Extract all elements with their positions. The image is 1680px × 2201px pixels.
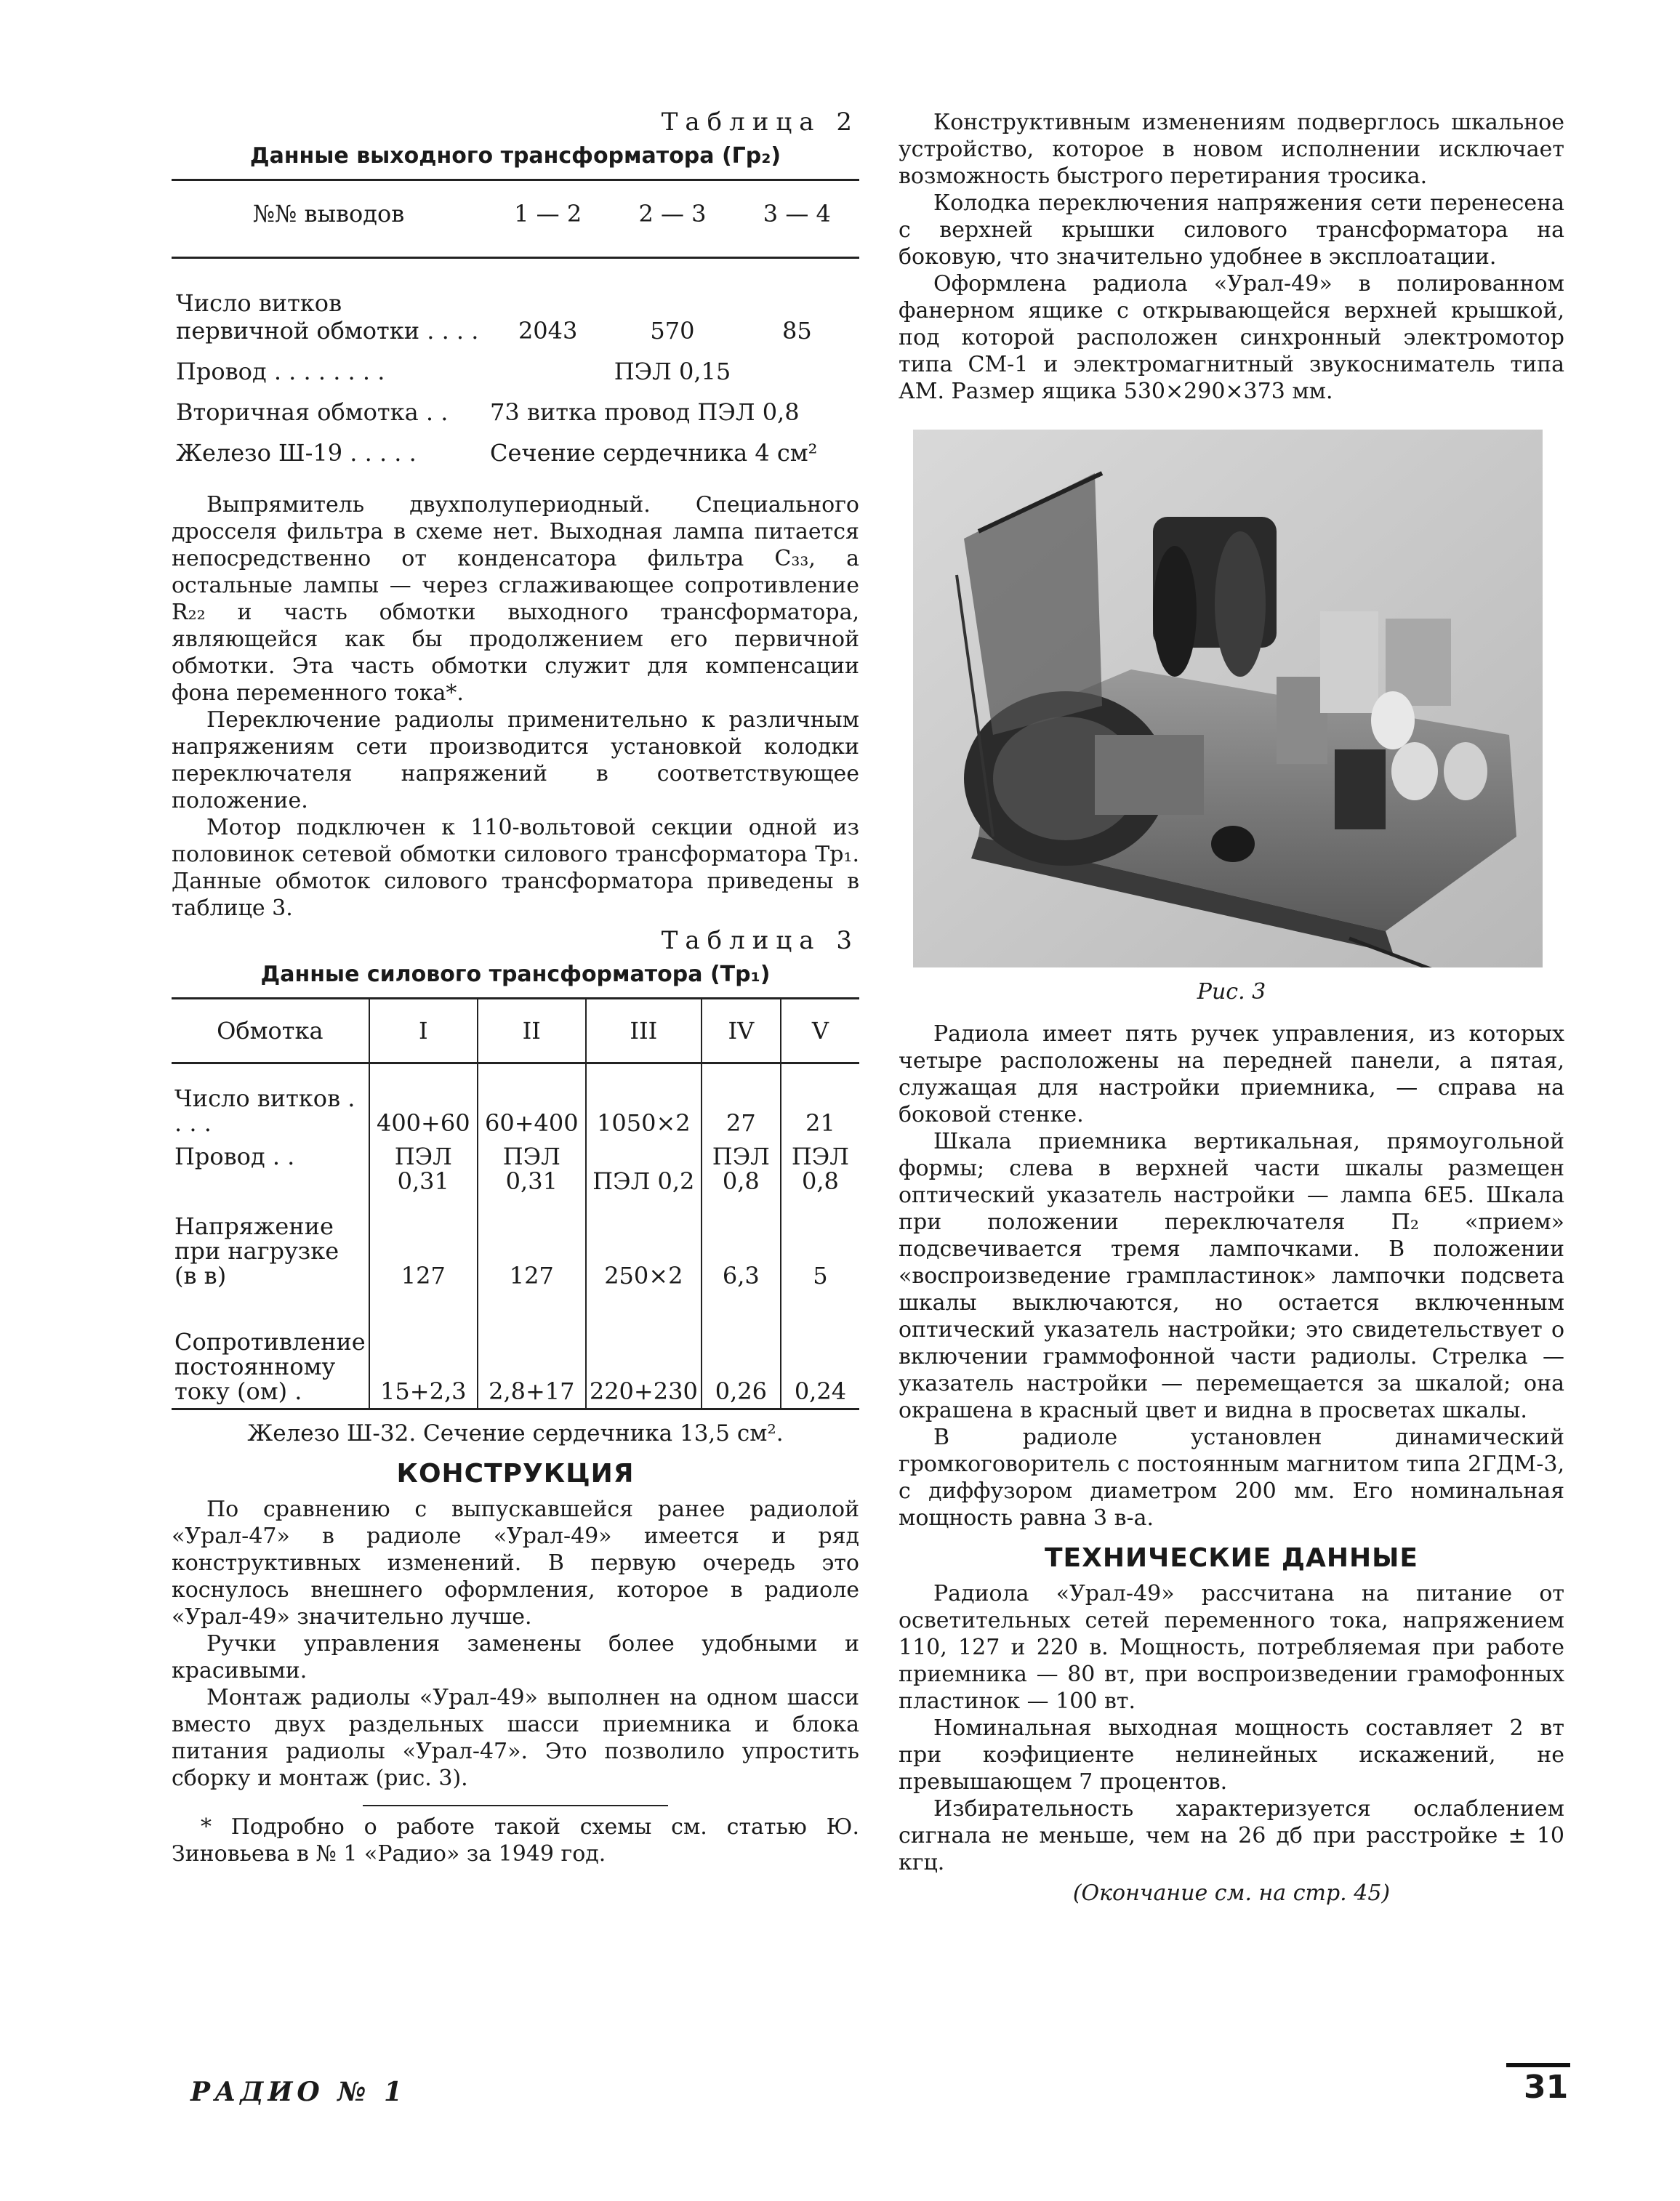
- table2-row: [172, 347, 859, 388]
- table2-row2-value: ПЭЛ 0,15: [614, 358, 731, 385]
- table2: [172, 179, 859, 470]
- figure-caption: Рис. 3: [1197, 979, 1266, 1005]
- table3-cell: Напряжение при нагрузке (в в): [174, 1212, 339, 1289]
- table3-cell: 0,26: [702, 1292, 781, 1409]
- journal-footer: РАДИО № 1: [190, 2077, 407, 2107]
- paragraph: Номинальная выходная мощность составляет 2 вт при коэфициенте нелинейных искажений, не превышающем 7 процентов.: [899, 1715, 1564, 1795]
- paragraph: Радиола имеет пять ручек управления, из которых четыре расположены на передней панели, а пятая, служащая для настройки приемника, — справа на боковой стенке.: [899, 1021, 1564, 1127]
- table2-row3-value: 73 витка провод ПЭЛ 0,8: [490, 398, 800, 426]
- table2-head-1: 1 — 2: [486, 180, 610, 258]
- paragraph: По сравнению с выпускавшейся ранее радиолой «Урал-47» в радиоле «Урал-49» имеется и ряд конструктивных изменений. В первую очередь это коснулось внешнего оформления, которое в радиоле «Урал-49» значительно лучше.: [172, 1496, 859, 1630]
- table3-title: Данные силового трансформатора (Тр₁): [260, 962, 771, 987]
- table2-row4-value: Сечение сердечника 4 см²: [490, 439, 818, 467]
- table2-title: Данные выходного трансформатора (Гр₂): [249, 143, 781, 169]
- table3-head-3: III: [586, 999, 702, 1063]
- paragraph: Ручки управления заменены более удобными и красивыми.: [172, 1630, 859, 1683]
- table3-cell: ПЭЛ 0,2: [586, 1140, 702, 1198]
- table3-cell: 21: [781, 1082, 859, 1140]
- table3-note: Железо Ш-32. Сечение сердечника 13,5 см².: [247, 1420, 784, 1446]
- table2-row2-label: Провод . . . . . . . .: [176, 358, 385, 385]
- table3-cell: Сопротивление постоянному току (ом) .: [172, 1292, 369, 1409]
- table3-cell: 2,8+17: [478, 1292, 586, 1409]
- table3-cell: Провод . .: [174, 1143, 295, 1170]
- table3-cell: 127: [478, 1198, 586, 1292]
- page-number: 31: [1524, 2069, 1569, 2106]
- table2-row1-v2: 570: [650, 317, 695, 345]
- table3-head-0: Обмотка: [172, 999, 369, 1063]
- right-column: [899, 109, 1564, 1906]
- table3-cell: 1050×2: [586, 1082, 702, 1140]
- footnote: * Подробно о работе такой схемы см. статью Ю. Зиновьева в № 1 «Радио» за 1949 год.: [172, 1814, 859, 1867]
- table2-row: [172, 429, 859, 470]
- table3-cell: 400+60: [369, 1082, 478, 1140]
- table3-header-row: [172, 999, 859, 1063]
- paragraph: Конструктивным изменениям подверглось шкальное устройство, которое в новом исполнении исключает возможность быстрого перетирания тросика.: [899, 110, 1564, 189]
- table3-cell: ПЭЛ 0,31: [478, 1140, 586, 1198]
- table2-head-3: 3 — 4: [735, 180, 859, 258]
- table2-head-2: 2 — 3: [610, 180, 734, 258]
- paragraph: Избирательность характеризуется ослаблением сигнала не меньше, чем на 26 дб при расстройке ± 10 кгц.: [899, 1796, 1564, 1875]
- continuation-note: (Окончание см. на стр. 45): [1072, 1880, 1391, 1906]
- footnote-divider: [363, 1805, 668, 1806]
- table3-cell: 5: [781, 1198, 859, 1292]
- table2-caption: Таблица 2: [661, 108, 859, 137]
- table3-caption: Таблица 3: [661, 926, 859, 955]
- paragraph: В радиоле установлен динамический громкоговоритель с постоянным магнитом типа 2ГДМ-3, с диффузором диаметром 200 мм. Его номинальная мощность равна 3 в-а.: [899, 1425, 1564, 1531]
- table2-row4-label: Железо Ш-19 . . . . .: [176, 439, 417, 467]
- table2-header-row: [172, 180, 859, 258]
- paragraph: Оформлена радиола «Урал-49» в полированном фанерном ящике с открывающейся верхней крышкой, под которой расположен синхронный электромотор типа СМ-1 и электромагнитный звукосниматель типа АМ. Размер ящика 530×290×373 мм.: [899, 271, 1564, 404]
- table3-cell: 6,3: [702, 1198, 781, 1292]
- table3-cell: 15+2,3: [369, 1292, 478, 1409]
- chassis-photo: [913, 430, 1543, 967]
- table3-row: [172, 1198, 859, 1292]
- paragraph: Монтаж радиолы «Урал-49» выполнен на одном шасси вместо двух раздельных шасси приемника и блока питания радиолы «Урал-47». Это позволило упростить сборку и монтаж (рис. 3).: [172, 1684, 859, 1791]
- table2-row: [172, 388, 859, 429]
- table3-cell: 27: [702, 1082, 781, 1140]
- paragraph: Мотор подключен к 110-вольтовой секции одной из половинок сетевой обмотки силового трансформатора Тр₁. Данные обмоток силового трансформатора приведены в таблице 3.: [172, 815, 859, 921]
- table2-row: [172, 286, 859, 347]
- table2-row3-label: Вторичная обмотка . .: [176, 398, 449, 426]
- table3-cell: ПЭЛ 0,31: [369, 1140, 478, 1198]
- paragraph: Переключение радиолы применительно к различным напряжениям сети производится установкой колодки переключателя напряжений в соответствующее положение.: [172, 707, 859, 813]
- table3-cell: 0,24: [781, 1292, 859, 1409]
- page-number-rule: [1506, 2063, 1570, 2067]
- paragraph: Шкала приемника вертикальная, прямоугольной формы; слева в верхней части шкалы размещен оптический указатель настройки — лампа 6Е5. Шкала при положении переключателя П₂ «прием» подсвечивается тремя лампочками. В положении «воспроизведение грампластинок» лампочки подсвета шкалы выключаются, но остается включенным оптический указатель настройки; это свидетельствует о включении граммофонной части радиолы. Стрелка — указатель настройки — перемещается за шкалой; она окрашена в красный цвет и видна в просветах шкалы.: [899, 1129, 1564, 1423]
- table3-cell: ПЭЛ 0,8: [702, 1140, 781, 1198]
- table3-cell: 127: [369, 1198, 478, 1292]
- table3-row: [172, 1140, 859, 1198]
- table3-cell: ПЭЛ 0,8: [781, 1140, 859, 1198]
- table3-head-2: II: [478, 999, 586, 1063]
- table3-row: [172, 1292, 859, 1409]
- left-column: [172, 109, 859, 1867]
- table2-row1-v3: 85: [781, 317, 812, 345]
- table3: [172, 997, 859, 1410]
- table3-cell: Число витков . . . .: [174, 1085, 355, 1137]
- table3-cell: 250×2: [586, 1198, 702, 1292]
- paragraph: Радиола «Урал-49» рассчитана на питание от осветительных сетей переменного тока, напряжением 110, 127 и 220 в. Мощность, потребляемая при работе приемника — 80 вт, при воспроизведении грамофонных пластинок — 100 вт.: [899, 1581, 1564, 1714]
- table3-row: [172, 1082, 859, 1140]
- table3-head-5: V: [781, 999, 859, 1063]
- paragraph: Колодка переключения напряжения сети перенесена с верхней крышки силового трансформатора на боковую, что значительно удобнее в эксплоатации.: [899, 190, 1564, 270]
- section-heading-technical-data: ТЕХНИЧЕСКИЕ ДАННЫЕ: [1044, 1543, 1419, 1573]
- paragraph: Выпрямитель двухполупериодный. Специального дросселя фильтра в схеме нет. Выходная лампа питается непосредственно от конденсатора фильтра C₃₃, а остальные лампы — через сглаживающее сопротивление R₂₂ и часть обмотки выходного трансформатора, являющейся как бы продолжением его первичной обмотки. Эта часть обмотки служит для компенсации фона переменного тока*.: [172, 492, 859, 706]
- table3-head-4: IV: [702, 999, 781, 1063]
- section-heading-construction: КОНСТРУКЦИЯ: [396, 1458, 635, 1489]
- table3-cell: 220+230: [586, 1292, 702, 1409]
- chassis-photo-image: [913, 430, 1543, 967]
- table2-head-0: №№ выводов: [172, 180, 486, 258]
- table2-row1-v1: 2043: [518, 317, 578, 345]
- table2-row1-label: Число витков первичной обмотки . . . .: [176, 289, 479, 345]
- table3-cell: 60+400: [478, 1082, 586, 1140]
- table3-head-1: I: [369, 999, 478, 1063]
